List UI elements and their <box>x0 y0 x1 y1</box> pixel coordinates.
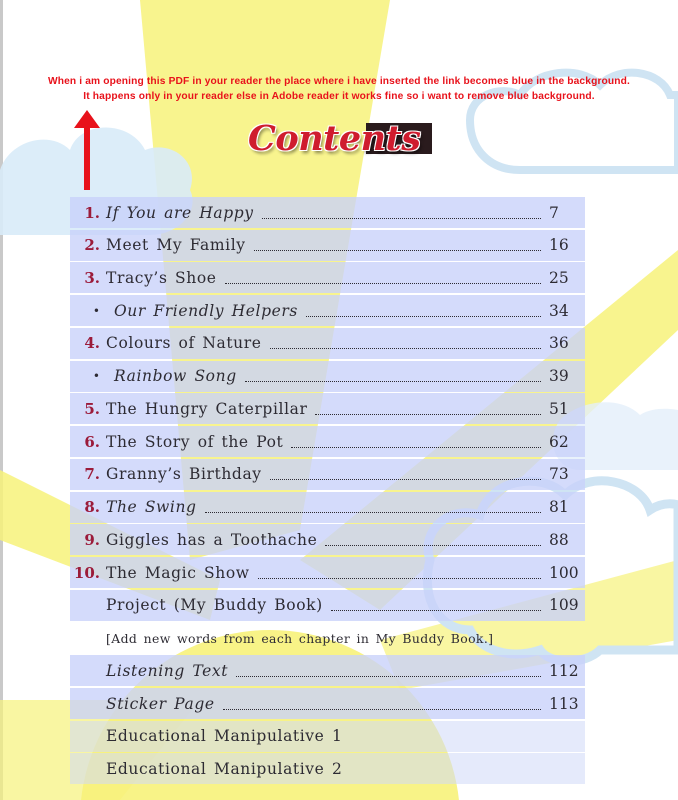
toc-row[interactable] <box>70 262 585 293</box>
up-arrow-icon <box>74 110 100 190</box>
toc-page-number[interactable]: 100 <box>549 563 579 582</box>
toc-row[interactable] <box>70 590 585 621</box>
dot-leader <box>225 281 541 284</box>
toc-page-number[interactable]: 34 <box>549 301 569 320</box>
dot-leader <box>291 445 541 448</box>
toc-title: Educational Manipulative 2 <box>106 759 343 778</box>
toc-title[interactable]: Project (My Buddy Book) <box>106 596 323 615</box>
toc-number: 6. <box>84 432 100 451</box>
toc-number: 8. <box>84 498 100 517</box>
toc-number: 2. <box>84 236 100 255</box>
toc-page-number[interactable]: 25 <box>549 268 569 287</box>
toc-title[interactable]: Granny’s Birthday <box>106 465 262 484</box>
toc-row <box>70 753 585 784</box>
toc-title[interactable]: The Hungry Caterpillar <box>106 399 308 418</box>
annotation-line-1: When i am opening this PDF in your reader the place where i have inserted the link becomes blue in the background. <box>47 76 631 87</box>
toc-title: Educational Manipulative 1 <box>106 727 343 746</box>
toc-row[interactable] <box>70 492 585 523</box>
dot-leader <box>325 543 541 546</box>
toc-row[interactable] <box>70 655 585 686</box>
annotation-note <box>0 74 678 104</box>
toc-row <box>70 721 585 752</box>
toc-page-number[interactable]: 109 <box>549 596 579 615</box>
table-of-contents <box>70 197 585 786</box>
toc-page-number[interactable]: 7 <box>549 203 559 222</box>
page-title: Contents <box>248 118 421 159</box>
toc-page-number[interactable]: 73 <box>549 465 569 484</box>
toc-number: 10. <box>73 563 100 582</box>
toc-title[interactable]: Tracy’s Shoe <box>106 268 217 287</box>
toc-page-number[interactable]: 113 <box>549 694 579 713</box>
toc-row[interactable] <box>70 328 585 359</box>
toc-title[interactable]: The Story of the Pot <box>106 432 284 451</box>
toc-number: 5. <box>84 399 100 418</box>
dot-leader <box>223 707 541 710</box>
toc-row[interactable] <box>70 361 585 392</box>
toc-row[interactable] <box>70 426 585 457</box>
toc-number: 3. <box>84 268 100 287</box>
toc-title[interactable]: Rainbow Song <box>114 367 237 386</box>
toc-title[interactable]: Our Friendly Helpers <box>114 301 298 320</box>
dot-leader <box>236 674 541 677</box>
toc-title[interactable]: Colours of Nature <box>106 334 262 353</box>
dot-leader <box>258 576 541 579</box>
toc-number: 4. <box>84 334 100 353</box>
toc-note: [Add new words from each chapter in My Buddy Book.] <box>106 630 494 646</box>
toc-page-number[interactable]: 88 <box>549 530 569 549</box>
toc-page-number[interactable]: 16 <box>549 236 569 255</box>
toc-row[interactable] <box>70 688 585 719</box>
dot-leader <box>270 346 541 349</box>
toc-title[interactable]: If You are Happy <box>106 203 254 222</box>
toc-row[interactable] <box>70 230 585 261</box>
toc-title[interactable]: The Magic Show <box>106 563 250 582</box>
toc-row[interactable] <box>70 295 585 326</box>
toc-row[interactable] <box>70 393 585 424</box>
toc-page-number[interactable]: 81 <box>549 498 569 517</box>
dot-leader <box>262 216 541 219</box>
toc-page-number[interactable]: 112 <box>549 661 579 680</box>
dot-leader <box>306 314 541 317</box>
toc-row[interactable] <box>70 557 585 588</box>
toc-title[interactable]: Meet My Family <box>106 236 246 255</box>
toc-page-number[interactable]: 51 <box>549 399 569 418</box>
toc-row[interactable] <box>70 524 585 555</box>
bullet-icon: • <box>92 303 100 318</box>
dot-leader <box>270 477 541 480</box>
toc-number: 9. <box>84 530 100 549</box>
toc-row[interactable] <box>70 197 585 228</box>
toc-page-number[interactable]: 39 <box>549 367 569 386</box>
dot-leader <box>205 510 541 513</box>
contents-heading <box>248 117 420 161</box>
toc-title[interactable]: Sticker Page <box>106 694 215 713</box>
dot-leader <box>245 379 541 382</box>
toc-page-number[interactable]: 36 <box>549 334 569 353</box>
dot-leader <box>331 608 541 611</box>
dot-leader <box>254 248 541 251</box>
bullet-icon: • <box>92 369 100 384</box>
toc-title[interactable]: The Swing <box>106 498 197 517</box>
toc-number: 1. <box>84 203 100 222</box>
annotation-line-2: It happens only in your reader else in Adobe reader it works fine so i want to remove blue background. <box>83 91 595 102</box>
toc-page-number[interactable]: 62 <box>549 432 569 451</box>
toc-title[interactable]: Listening Text <box>106 661 229 680</box>
toc-title[interactable]: Giggles has a Toothache <box>106 530 318 549</box>
toc-number: 7. <box>84 465 100 484</box>
toc-row[interactable] <box>70 459 585 490</box>
toc-row <box>70 623 585 654</box>
dot-leader <box>315 412 541 415</box>
